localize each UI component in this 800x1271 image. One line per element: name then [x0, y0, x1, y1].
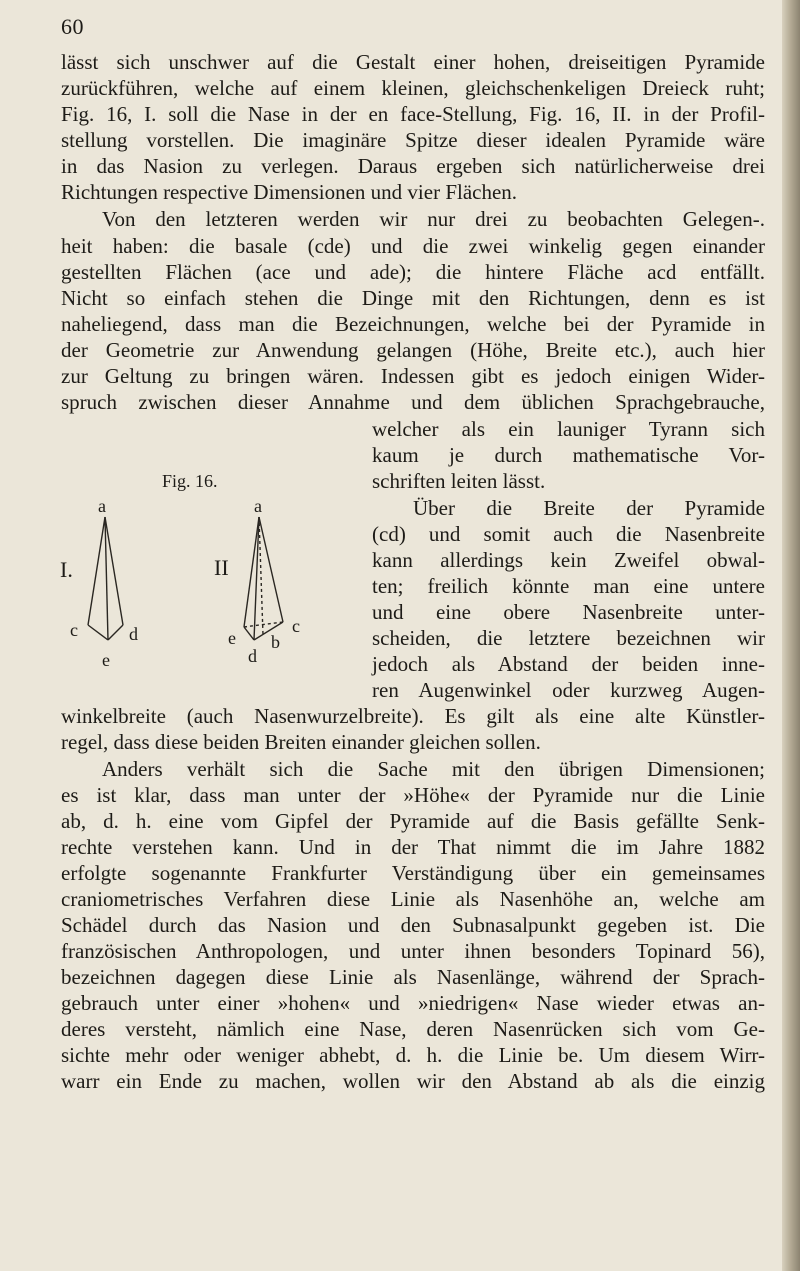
text-line: regel, dass diese beiden Breiten einander gleichen sollen.	[61, 730, 541, 754]
text-line: heit haben: die basale (cde) und die zwei winkelig gegen einander	[61, 234, 765, 258]
text-line: zur Geltung zu bringen wären. Indessen gibt es jedoch einigen Wider-	[61, 364, 765, 388]
text-line: deres versteht, nämlich eine Nase, deren Nasenrücken sich vom Ge-	[61, 1017, 765, 1041]
text-line: Von den letzteren werden wir nur drei zu beobachten Gelegen-.	[102, 207, 765, 231]
text-line: warr ein Ende zu machen, wollen wir den Abstand ab als die einzig	[61, 1069, 765, 1093]
pyramid-profile	[244, 517, 283, 640]
text-line: der Geometrie zur Anwendung gelangen (Höhe, Breite etc.), auch hier	[61, 338, 765, 362]
text-line: gebrauch unter einer »hohen« und »niedrigen« Nase wieder etwas an-	[61, 991, 765, 1015]
vertex-label-c: c	[70, 620, 78, 640]
text-line: welcher als ein launiger Tyrann sich	[372, 417, 765, 441]
vertex-label-a: a	[98, 496, 106, 516]
edge-ac	[88, 517, 105, 625]
edge-ac	[259, 517, 283, 622]
text-line: ten; freilich könnte man eine untere	[372, 574, 765, 598]
text-line: bezeichnen dagegen diese Linie als Nasenlänge, während der Sprach-	[61, 965, 765, 989]
page-edge-shadow	[782, 0, 800, 1271]
text-line: Richtungen respective Dimensionen und vier Flächen.	[61, 180, 518, 204]
figure-caption: Fig. 16.	[162, 471, 218, 491]
text-line: scheiden, die letztere bezeichnen wir	[372, 626, 765, 650]
text-line: rechte verstehen kann. Und in der That nimmt die im Jahre 1882	[61, 835, 765, 859]
text-line: (cd) und somit auch die Nasenbreite	[372, 522, 765, 546]
text-line: naheliegend, dass man die Bezeichnungen, welche bei der Pyramide in	[61, 312, 765, 336]
vertex-label-c: c	[292, 616, 300, 636]
figure-16	[60, 470, 370, 685]
text-line: kaum je durch mathematische Vor-	[372, 443, 765, 467]
text-line: Anders verhält sich die Sache mit den übrigen Dimensionen;	[102, 757, 765, 781]
text-line: Fig. 16, I. soll die Nase in der en face-Stellung, Fig. 16, II. in der Profil-	[61, 102, 765, 126]
text-line: gestellten Flächen (ace und ade); die hintere Fläche acd entfällt.	[61, 260, 765, 284]
text-line: spruch zwischen dieser Annahme und dem üblichen Sprachgebrauche,	[61, 390, 765, 414]
text-line: Schädel durch das Nasion und den Subnasalpunkt gegeben ist. Die	[61, 913, 765, 937]
text-line: lässt sich unschwer auf die Gestalt einer hohen, dreiseitigen Pyramide	[61, 50, 765, 74]
figure-label-roman-one: I.	[60, 557, 73, 582]
text-line: Über die Breite der Pyramide	[413, 496, 765, 520]
vertex-label-d: d	[129, 624, 138, 644]
text-line: stellung vorstellen. Die imaginäre Spitze dieser idealen Pyramide wäre	[61, 128, 765, 152]
page-number: 60	[61, 14, 84, 39]
text-line: französischen Anthropologen, und unter ihnen besonders Topinard 56),	[61, 939, 765, 963]
vertex-label-e: e	[102, 650, 110, 670]
edge-ed	[244, 627, 254, 640]
text-line: in das Nasion zu verlegen. Daraus ergeben sich natürlicherweise drei	[61, 154, 765, 178]
text-line: Nicht so einfach stehen die Dinge mit den Richtungen, denn es ist	[61, 286, 765, 310]
figure-label-roman-two: II	[214, 555, 229, 580]
text-line: schriften leiten lässt.	[372, 469, 546, 493]
text-line: zurückführen, welche auf einem kleinen, gleichschenkeligen Dreieck ruht;	[61, 76, 765, 100]
vertex-label-e: e	[228, 628, 236, 648]
text-line: und eine obere Nasenbreite unter-	[372, 600, 765, 624]
text-line: jedoch als Abstand der beiden inne-	[372, 652, 765, 676]
text-line: craniometrisches Verfahren diese Linie als Nasenhöhe an, welche am	[61, 887, 765, 911]
text-line: kann allerdings kein Zweifel obwal-	[372, 548, 765, 572]
edge-ce	[88, 625, 108, 640]
text-line: ab, d. h. eine vom Gipfel der Pyramide auf die Basis gefällte Senk-	[61, 809, 765, 833]
pyramid-en-face	[88, 517, 123, 640]
text-line: es ist klar, dass man unter der »Höhe« der Pyramide nur die Linie	[61, 783, 765, 807]
vertex-label-b: b	[271, 632, 280, 652]
text-line: ren Augenwinkel oder kurzweg Augen-	[372, 678, 765, 702]
text-line: erfolgte sogenannte Frankfurter Verständigung über ein gemeinsames	[61, 861, 765, 885]
text-line: winkelbreite (auch Nasenwurzelbreite). Es gilt als eine alte Künstler-	[61, 704, 765, 728]
vertex-label-d: d	[248, 646, 257, 666]
edge-de	[108, 625, 123, 640]
text-line: sichte mehr oder weniger abhebt, d. h. die Linie be. Um diesem Wirr-	[61, 1043, 765, 1067]
vertex-label-a: a	[254, 496, 262, 516]
